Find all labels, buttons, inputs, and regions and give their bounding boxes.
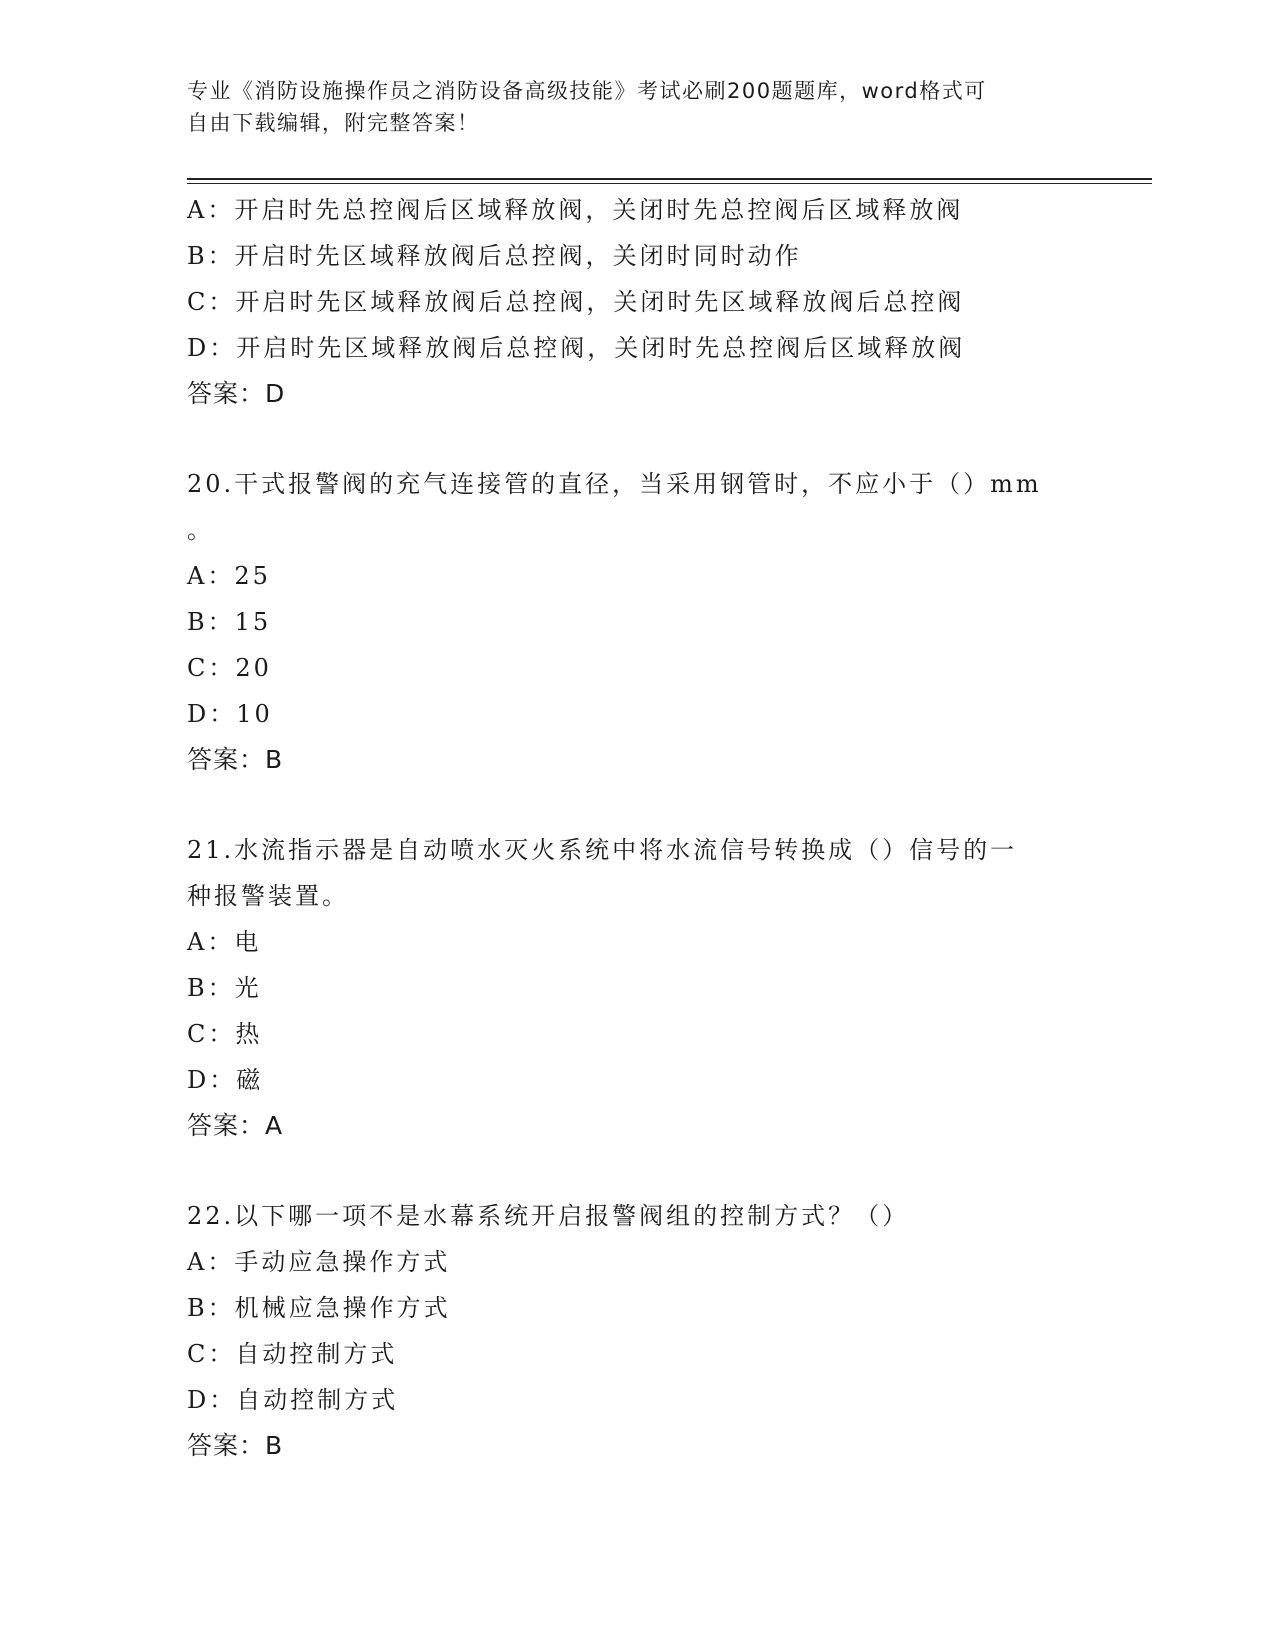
option-b: B：光 — [187, 974, 262, 1002]
option-a: A：25 — [187, 562, 271, 590]
option-b: B：开启时先区域释放阀后总控阀，关闭时同时动作 — [187, 242, 802, 270]
answer: 答案：D — [187, 379, 286, 408]
question-21-block — [187, 827, 1087, 1149]
answer: 答案：A — [187, 1111, 284, 1140]
option-d: D：开启时先区域释放阀后总控阀，关闭时先总控阀后区域释放阀 — [187, 334, 966, 362]
question-text: 22.以下哪一项不是水幕系统开启报警阀组的控制方式？（） — [187, 1202, 910, 1230]
header-divider-thick — [187, 178, 1152, 180]
question-22-block — [187, 1193, 1087, 1469]
document-header — [187, 75, 1077, 139]
question-text-continued: 种报警装置。 — [187, 882, 349, 910]
question-20-block — [187, 461, 1087, 783]
option-c: C：开启时先区域释放阀后总控阀，关闭时先区域释放阀后总控阀 — [187, 288, 965, 316]
spacer — [187, 417, 1087, 461]
answer: 答案：B — [187, 745, 284, 774]
option-c: C：自动控制方式 — [187, 1340, 398, 1368]
question-text: 21.水流指示器是自动喷水灭火系统中将水流信号转换成（）信号的一 — [187, 836, 1018, 864]
option-a: A：电 — [187, 928, 262, 956]
question-19-block — [187, 187, 1087, 417]
option-d: D：磁 — [187, 1066, 264, 1094]
option-a: A：开启时先总控阀后区域释放阀，关闭时先总控阀后区域释放阀 — [187, 196, 964, 224]
header-line-1: 专业《消防设施操作员之消防设备高级技能》考试必刷200题题库，word格式可 — [187, 79, 987, 103]
header-divider-thin — [187, 183, 1152, 184]
option-c: C：20 — [187, 654, 272, 682]
spacer — [187, 1149, 1087, 1193]
option-d: D：自动控制方式 — [187, 1386, 399, 1414]
option-b: B：15 — [187, 608, 272, 636]
option-a: A：手动应急操作方式 — [187, 1248, 451, 1276]
header-line-2: 自由下载编辑，附完整答案！ — [187, 111, 480, 135]
option-d: D：10 — [187, 700, 273, 728]
question-text: 20.干式报警阀的充气连接管的直径，当采用钢管时，不应小于（）mm — [187, 470, 1042, 498]
question-text-continued: 。 — [187, 516, 214, 544]
option-b: B：机械应急操作方式 — [187, 1294, 451, 1322]
option-c: C：热 — [187, 1020, 263, 1048]
answer: 答案：B — [187, 1431, 284, 1460]
question-list — [187, 187, 1087, 1469]
spacer — [187, 783, 1087, 827]
